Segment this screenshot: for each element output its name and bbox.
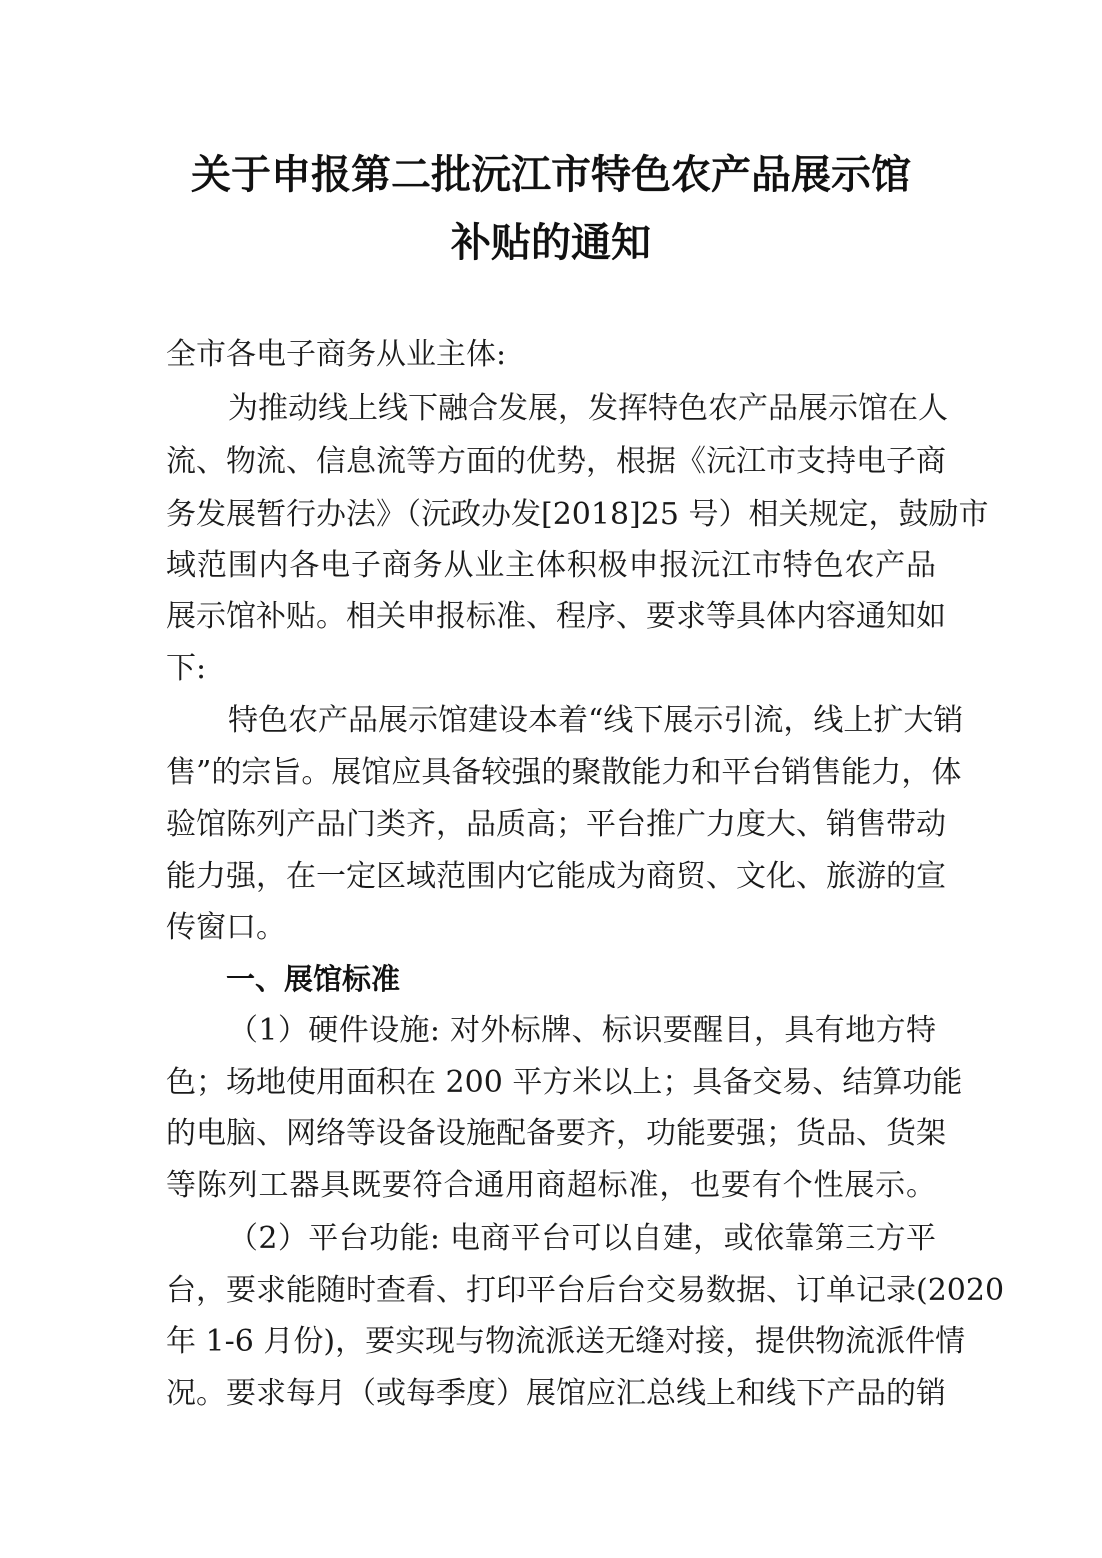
item2-line: 年 1-6 月份)，要实现与物流派送无缝对接，提供物流派件情 [166, 1324, 966, 1359]
para2-line: 特色农产品展示馆建设本着“线下展示引流，线上扩大销 [228, 703, 964, 738]
salutation: 全市各电子商务从业主体: [166, 337, 507, 372]
item1-line: 的电脑、网络等设备设施配备要齐，功能要强；货品、货架 [166, 1116, 946, 1151]
para1-line: 务发展暂行办法》（沅政办发[2018]25 号）相关规定，鼓励市 [166, 497, 989, 532]
para1-line: 展示馆补贴。相关申报标准、程序、要求等具体内容通知如 [166, 599, 946, 634]
item2-line: 台，要求能随时查看、打印平台后台交易数据、订单记录(2020 [166, 1273, 1005, 1308]
item2-line: （2）平台功能: 电商平台可以自建，或依靠第三方平 [228, 1221, 936, 1256]
item1-line: （1）硬件设施: 对外标牌、标识要醒目，具有地方特 [228, 1013, 936, 1048]
para1-line: 下: [166, 651, 207, 686]
document-title-line-1: 关于申报第二批沅江市特色农产品展示馆 [191, 151, 911, 198]
para1-line: 为推动线上线下融合发展，发挥特色农产品展示馆在人 [228, 391, 948, 426]
para2-line: 传窗口。 [166, 910, 286, 945]
item1-line: 色；场地使用面积在 200 平方米以上；具备交易、结算功能 [166, 1065, 963, 1100]
document-title-line-2: 补贴的通知 [451, 219, 651, 266]
para2-line: 能力强，在一定区域范围内它能成为商贸、文化、旅游的宣 [166, 859, 946, 894]
para2-line: 售”的宗旨。展馆应具备较强的聚散能力和平台销售能力，体 [166, 755, 962, 790]
para1-line: 域范围内各电子商务从业主体积极申报沅江市特色农产品 [166, 548, 936, 583]
para1-line: 流、物流、信息流等方面的优势，根据《沅江市支持电子商 [166, 444, 946, 479]
item2-line: 况。要求每月（或每季度）展馆应汇总线上和线下产品的销 [166, 1376, 946, 1411]
item1-line: 等陈列工器具既要符合通用商超标准，也要有个性展示。 [166, 1168, 936, 1203]
para2-line: 验馆陈列产品门类齐，品质高；平台推广力度大、销售带动 [166, 807, 946, 842]
section-heading: 一、展馆标准 [226, 962, 401, 996]
